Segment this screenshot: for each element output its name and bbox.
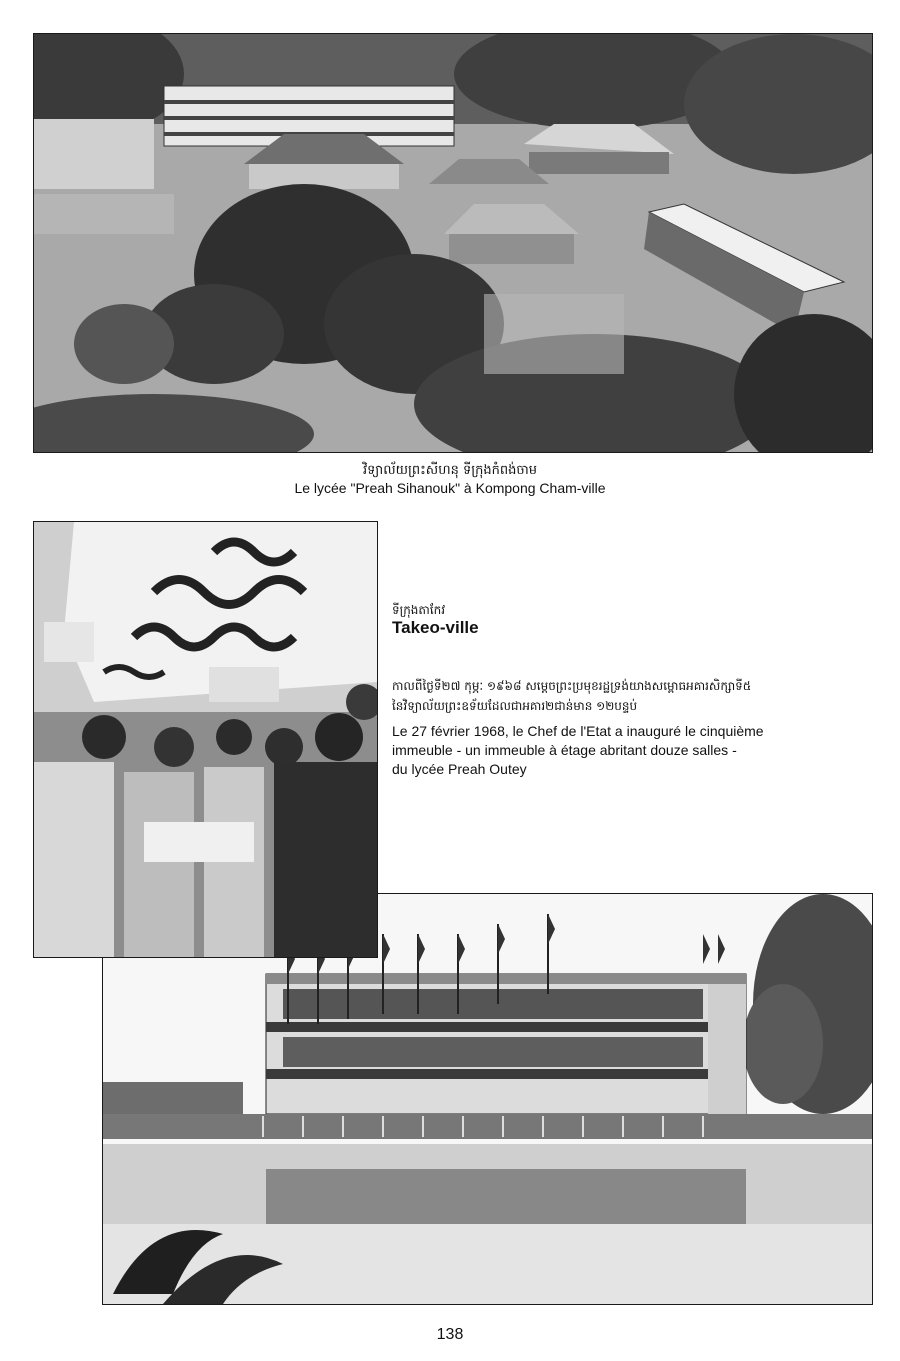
page-number: 138 [436, 1326, 464, 1343]
inauguration-ceremony-photo [33, 521, 378, 958]
takeo-city-name-khmer: ទីក្រុងតាកែវ [392, 603, 446, 617]
aerial-school-image [34, 34, 872, 452]
crowd-with-banner-image [34, 522, 377, 957]
takeo-description-french: Le 27 février 1968, le Chef de l'Etat a inauguré le cinquième immeuble - un immeuble à étage abritant douze salles - du lycée Preah Outey [392, 723, 764, 777]
takeo-city-name-french: Takeo-ville [392, 618, 479, 637]
kompong-cham-caption-khmer: វិទ្យាល័យព្រះសីហនុ ទីក្រុងកំពង់ចាម [363, 463, 537, 478]
kompong-cham-lycee-photo [33, 33, 873, 453]
kompong-cham-caption-french: Le lycée "Preah Sihanouk" à Kompong Cham-ville [294, 480, 606, 496]
takeo-description-khmer: កាលពីថ្ងៃទី២៧ កុម្ភៈ ១៩៦៨ សម្តេចព្រះប្រមុខរដ្ឋទ្រង់យាងសម្ពោធអគារសិក្សាទី៥ នៃវិទ្យាល័យព្រះឧទ័យដែលជាអគារ២ជាន់មាន ១២បន្ទប់ [392, 679, 752, 713]
